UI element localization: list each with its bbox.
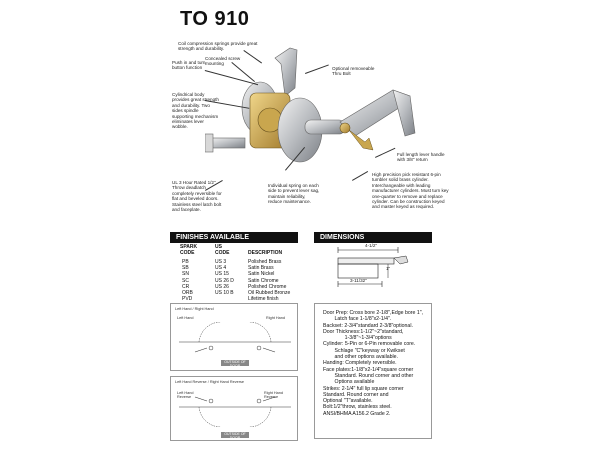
finish-desc: Oil Rubbed Bronze xyxy=(248,290,291,297)
finish-desc: Satin Chrome xyxy=(248,277,279,284)
finish-spark: PVD xyxy=(182,296,193,303)
finish-spark: SB xyxy=(182,265,189,272)
outside-door-band: OUTSIDE OF DOOR xyxy=(221,432,249,438)
finish-spark: SN xyxy=(182,271,189,278)
finish-us: US 15 xyxy=(215,271,229,278)
handing-door-swing xyxy=(171,322,299,356)
spec-line: Strikes: 2-1/4" full lip square corner xyxy=(323,385,404,392)
finish-spark: SC xyxy=(182,277,189,284)
finish-desc: Lifetime finish xyxy=(248,296,279,303)
cylinder-core xyxy=(340,123,350,133)
lever-hub xyxy=(305,120,345,134)
finish-spark: CR xyxy=(182,283,190,290)
handing-left-label: Left Hand xyxy=(177,316,194,320)
callout-individual-spring: Individual spring on each side to prevent lever sag, maintain reliability, reduce maintenance. xyxy=(268,183,320,205)
finish-us: US 4 xyxy=(215,265,227,272)
finish-us: US 26 D xyxy=(215,277,234,284)
finish-us: US 3 xyxy=(215,259,227,265)
finish-us: US 26 xyxy=(215,283,229,290)
dimensions-diagram xyxy=(330,244,430,292)
col-us-code: US CODE xyxy=(215,244,230,256)
spec-line: Optional "T"available. xyxy=(323,398,373,405)
product-title: TO 910 xyxy=(180,8,250,30)
callout-ul-rated: UL 3 Hour Rated 1/2" Throw deadlatch completely reversible for flat and beveled doors. Stainless steel latch bolt and faceplate. xyxy=(172,180,222,213)
spec-line: Handing: Completely reversible. xyxy=(323,360,397,367)
finishes-desc-column xyxy=(248,259,290,302)
spec-line: Latch face 1-1/8"x2-1/4". xyxy=(323,316,392,323)
outside-door-band: OUTSIDE OF DOOR xyxy=(221,360,249,366)
callout-thru-bolt: Optional removeable Thru Bolt xyxy=(332,66,375,77)
spec-line: Door Prep: Cross bore 2-1/8",Edge bore 1", xyxy=(323,310,423,316)
col-spark-code: SPARK CODE xyxy=(180,244,198,256)
lever-return xyxy=(393,90,415,136)
spec-line: Schlage "C"keyway or Kwikset xyxy=(323,347,405,354)
handing-right-label: Right Hand xyxy=(266,316,285,320)
handing-left-label: Left Hand Reverse xyxy=(177,391,194,399)
spec-line: Face plates:1-1/8"x2-1/4"square corner xyxy=(323,366,414,373)
spec-line: 1-3/8"~1-3/4"options xyxy=(323,335,392,342)
finishes-us-column xyxy=(215,259,234,302)
spec-line: Standard. Round corner and xyxy=(323,391,389,398)
spec-line: Backset: 2-3/4"standard 2-3/8"optional. xyxy=(323,322,413,329)
finish-us xyxy=(215,296,234,302)
spec-line: Bolt:1/2"throw, stainless steel. xyxy=(323,404,392,411)
handing-title: Left Hand / Right Hand xyxy=(175,307,214,311)
finishes-header: FINISHES AVAILABLE xyxy=(170,232,298,243)
dim-small-label: 1" xyxy=(386,266,391,271)
finish-desc: Satin Brass xyxy=(248,265,274,272)
spec-line: Door Thickness:1-1/2"~2"standard, xyxy=(323,328,404,335)
dimensions-header: DIMENSIONS xyxy=(314,232,432,243)
callout-push-button: Push in and turn button function xyxy=(172,60,206,71)
spec-line: Options available xyxy=(323,379,375,386)
finish-desc: Polished Chrome xyxy=(248,283,287,290)
key-icon xyxy=(349,130,373,150)
latch-bolt xyxy=(210,138,245,148)
finish-desc: Polished Brass xyxy=(248,259,282,265)
finishes-spark-column xyxy=(182,259,193,302)
finish-spark: ORB xyxy=(182,290,193,297)
callout-full-length-lever: Full length lever handle with 3/8" return xyxy=(397,152,445,163)
spec-line: Standard. Round corner and other xyxy=(323,372,414,379)
latch-faceplate xyxy=(205,134,213,152)
dim-depth-label: 3-11/32" xyxy=(350,278,367,283)
callout-cylindrical-body: Cylindrical body provides great strength and durability. Two sides spindle supporting mechanism eliminates lever wobble. xyxy=(172,92,219,130)
spec-line: and other options available. xyxy=(323,354,398,361)
finish-desc: Satin Nickel xyxy=(248,271,275,278)
callout-concealed-screw: Concealed screw mounting xyxy=(205,56,241,67)
back-lever xyxy=(275,48,297,96)
finish-spark: PB xyxy=(182,259,189,265)
callout-springs: Coil compression springs provide great strength and durability. xyxy=(178,41,258,52)
col-description: DESCRIPTION xyxy=(248,250,283,256)
dim-width-label: 4-1/2" xyxy=(365,243,378,248)
handing-right-label: Right Hand Reverse xyxy=(264,391,283,399)
handing-reverse-door-swing xyxy=(171,393,299,427)
spec-line: Cylinder: 5-Pin or 6-Pin removable core. xyxy=(323,341,416,348)
specifications-box xyxy=(314,303,432,439)
handing-box-2 xyxy=(170,376,298,441)
handing-box-1 xyxy=(170,303,298,371)
callout-high-precision: High precision pick resistant 6-pin tumbler solid brass cylinder. Interchangeable with leading manufacturer cylinders. Must turn key one-quarter to remove and replace cylinder. Can be construction keyed and master keyed as required. xyxy=(372,172,449,210)
spec-line: ANSI/BHMA A156.2 Grade 2. xyxy=(323,410,391,417)
finish-us: US 10 B xyxy=(215,290,234,297)
handing-title: Left Hand Reverse / Right Hand Reverse xyxy=(175,380,245,384)
